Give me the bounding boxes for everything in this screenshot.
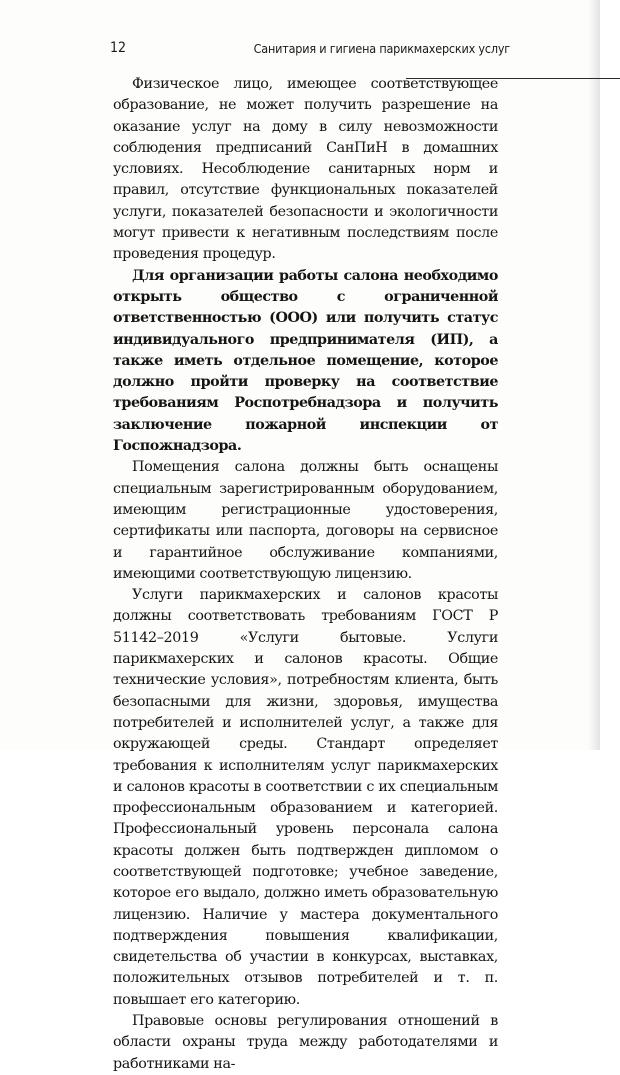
page-edge-shadow: [588, 0, 600, 750]
running-title: Санитария и гигиена парикмахерских услуг: [253, 41, 510, 56]
paragraph-4: Услуги парикмахерских и салонов красоты должны соответствовать требованиям ГОСТ Р 51142–2019 «Услуги бытовые. Услуги парикмахерских и салонов красоты. Общие технические условия», потребностям клиента, быть безопасными для жизни, здоровья, имущества потребителей и исполнителей услуг, а также для окружающей среды. Стандарт определяет требования к исполнителям услуг парикмахерских и салонов красоты в соответствии с их специальным профессиональным образованием и категорией. Профессиональный уровень персонала салона красоты должен быть подтвержден дипломом о соответствующей подготовке; учебное заведение, которое его выдало, должно иметь образовательную лицензию. Наличие у мастера документального подтверждения повышения квалификации, свидетельства об участии в конкурсах, выставках, положительных отзывов потребителей и т. п. повышает его категорию.: [113, 587, 498, 1008]
running-header: [110, 38, 510, 60]
paragraph-5: Правовые основы регулирования отношений в области охраны труда между работодателями и работниками на-: [113, 1013, 498, 1072]
body-text: [113, 74, 498, 1075]
page-number: 12: [110, 40, 127, 56]
paragraph-3: Помещения салона должны быть оснащены специальным зарегистрированным оборудованием, имеющим регистрационные удостоверения, сертификаты или паспорта, договоры на сервисное и гарантийное обслуживание компаниями, имеющими соответствующую лицензию.: [113, 459, 498, 582]
paragraph-1: Физическое лицо, имеющее соответствующее образование, не может получить разрешение на оказание услуг на дому в силу невозможности соблюдения предписаний СанПиН в домашних условиях. Несоблюдение санитарных норм и правил, отсутствие функциональных показателей услуги, показателей безопасности и экологичности могут привести к негативным последствиям после проведения процедур.: [113, 76, 498, 263]
paragraph-2: Для организации работы салона необходимо открыть общество с ограниченной ответственностью (ООО) или получить статус индивидуального предпринимателя (ИП), а также иметь отдельное помещение, которое должно пройти проверку на соответствие требованиям Роспотребнадзора и получить заключение пожарной инспекции от Госпожнадзора.: [113, 267, 498, 455]
